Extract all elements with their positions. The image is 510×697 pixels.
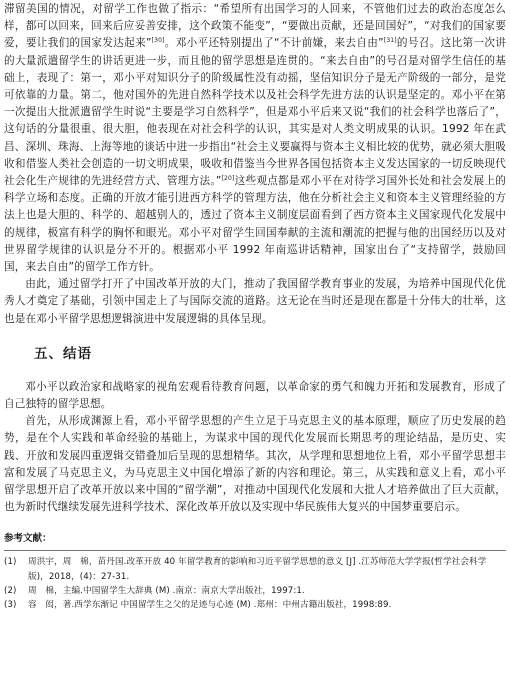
conclusion-paragraph: 由此，通过留学打开了中国改革开放的大门，推动了我国留学教育事业的发展，为培养中国现代化优秀人才奠定了基础，引领中国走上了与国际交流的道路。这无论在当时还是现在都是十分伟大的壮举，这也是在邓小平留学思想逻辑演进中发展逻辑的具体呈现。 <box>4 278 506 325</box>
paragraph-text: 。邓小平还特别提出了“不计前嫌，来去自由” <box>164 37 384 50</box>
citation-mark: [20] <box>221 175 235 183</box>
section-heading: 五、结语 <box>34 345 92 362</box>
reference-item <box>4 555 506 583</box>
reference-number: (1) <box>4 557 17 568</box>
references-title: 参考文献： <box>4 533 52 545</box>
citation-mark: [31] <box>383 37 397 45</box>
summary-paragraph-1: 邓小平以政治家和战略家的视角宏观看待教育问题，以革命家的勇气和魄力开拓和发展教育，形成了自己独特的留学思想。 <box>4 380 506 411</box>
paragraph-text: 这些观点都是邓小平在对待学习国外长处和社会发展上的科学立场和态度。正确的开放才能引进西方科学的管理方法，他在分析社会主义和资本主义管理经验的方法上也是大胆的、科学的、超越别人的，透过了资本主义制度层面看到了西方资本主义国家现代化发展中的规律，极富有科学的胸怀和眼光。邓小平对留学生回国奉献的主流和潮流的把握与他的出国经历以及对世界留学规律的认识是分不开的。根据邓小平 1992 年南巡讲话精神，国家出台了“支持留学，鼓励回国，来去自由”的留学工作方针。 <box>4 175 507 274</box>
paragraph-text: 的号召。这比第一次讲的大量派遣留学生的讲话更进一步，而且他的留学思想是连贯的。“来去自由”的号召是对留学生信任的基础上，表现了：第一，邓小平对知识分子的阶级属性没有动摇，坚信知识分子是无产阶级的一部分，是党可依靠的力量。第二，他对国外的先进自然科学技术以及社会科学先进方法的认识是坚定的。邓小平在第一次提出大批派遣留学生时说“主要是学习自然科学”，但是邓小平后来又说“我们的社会科学也落后了”，这句话的分量很重、很大胆，他表现在对社会科学的认识，其实是对人类文明成果的认识。1992 年在武昌、深圳、珠海、上海等地的谈话中进一步指出“社会主义要赢得与资本主义相比较的优势，就必须大胆吸收和借鉴人类社会创造的一切文明成果，吸收和借鉴当今世界各国包括资本主义发达国家的一切反映现代社会化生产规律的先进经营方式、管理方法。” <box>4 37 507 188</box>
citation-mark: [30] <box>151 37 165 45</box>
reference-text: 周 棉，主编.中国留学生大辞典 (M) .南京：南京大学出版社，1997:1. <box>28 585 305 596</box>
paragraph-text: 滞留美国的情况，对留学工作也做了指示：“希望所有出国学习的人回来，不管他们过去的政治态度怎么样，都可以回来，回来后应妥善安排，这个政策不能变”，“要做出贡献，还是回国好”，“对我们的国家要爱，要让我们的国家发达起来” <box>4 3 506 50</box>
reference-number: (3) <box>4 600 17 611</box>
reference-text: 周洪宇，周 棉，苗丹国.改革开放 40 年留学教育的影响和习近平留学思想的意义 [J] .江苏师范大学学报(哲学社会科学版)，2018，(4)：27-31. <box>28 557 487 582</box>
reference-item <box>4 598 506 612</box>
references-divider <box>4 550 506 551</box>
references-list <box>4 555 506 612</box>
reference-text: 容 闳，著.西学东渐记 中国留学生之父的足迹与心迹 (M) .郑州：中州古籍出版社，1998:89. <box>28 600 392 611</box>
document-page <box>4 1 506 612</box>
body-paragraph-top <box>4 1 506 276</box>
reference-number: (2) <box>4 585 17 596</box>
reference-item <box>4 584 506 598</box>
summary-paragraph-2: 首先，从形成渊源上看，邓小平留学思想的产生立足于马克思主义的基本原理，顺应了历史发展的趋势，是在个人实践和革命经验的基础上，为谋求中国的现代化发展而长期思考的理论结晶，是历史、实践、开放和发展四重逻辑交错叠加后呈现的思想精华。其次，从学理和思想地位上看，邓小平留学思想丰富和发展了马克思主义，为马克思主义中国化增添了新的内容和理论。第三，从实践和意义上看，邓小平留学思想开启了改革开放以来中国的“留学潮”，对推动中国现代化发展和大批人才培养做出了巨大贡献，也为新时代继续发展先进科学技术、深化改革开放以及实现中华民族伟大复兴的中国梦重要启示。 <box>4 415 506 514</box>
